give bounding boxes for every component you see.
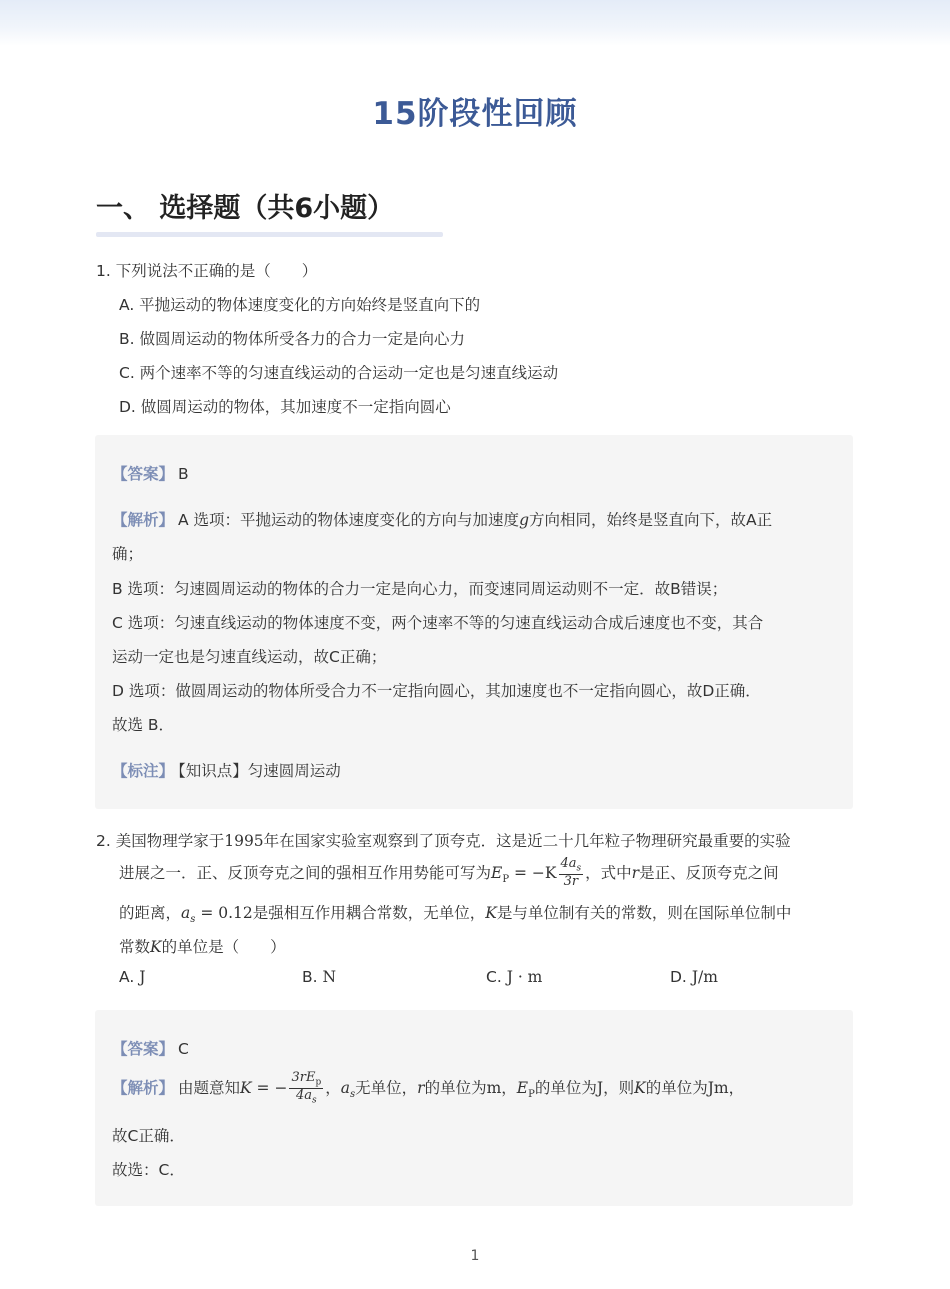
question-2-option-b — [302, 968, 336, 986]
numerator-text: 3rE — [291, 1070, 316, 1086]
math-var-k: K — [485, 904, 497, 922]
math-var-r: r — [417, 1079, 425, 1097]
fraction-denominator — [289, 1089, 323, 1106]
question-1-analysis-line-1 — [112, 508, 772, 530]
math-fraction — [289, 1071, 323, 1106]
analysis-text: ， — [501, 1079, 517, 1097]
stem-text: ，式中 — [585, 864, 632, 882]
stem-text: 是强相互作用耦合常数，无单位， — [252, 904, 486, 922]
stem-text: 进展之一．正、反顶夸克之间的强相互作用势能可写为 — [119, 864, 492, 882]
question-2-analysis-line-2: 故C正确． — [112, 1127, 185, 1145]
denominator-sub: s — [312, 1095, 317, 1106]
question-1-analysis-line-7: 故选 B． — [112, 716, 175, 734]
stem-text: 的单位是（ ） — [161, 938, 286, 956]
stem-text: 的距离， — [119, 904, 182, 922]
question-1-analysis-line-2: 确； — [112, 545, 144, 563]
fraction-denominator: 3r — [563, 874, 579, 889]
math-unit-j: J — [596, 1079, 604, 1097]
answer-tag: 【答案】 — [112, 465, 175, 483]
math-sub-p: P — [528, 1089, 535, 1101]
question-2-option-a — [119, 968, 145, 986]
question-1-note — [112, 759, 341, 781]
analysis-text: ， — [728, 1079, 745, 1097]
analysis-text: 的单位为 — [645, 1079, 708, 1097]
question-1-analysis-line-6: D 选项：做圆周运动的物体所受合力不一定指向圆心，其加速度也不一定指向圆心，故D正确． — [112, 682, 761, 700]
question-2-stem-line-2 — [119, 852, 779, 901]
analysis-text: 由题意知 — [178, 1079, 241, 1097]
option-label: A. — [119, 968, 135, 986]
question-2-stem-line-3 — [119, 901, 791, 925]
math-var-a: a — [340, 1079, 350, 1097]
question-2-answer — [112, 1037, 189, 1059]
math-value: = 0.12 — [195, 904, 253, 922]
question-1-analysis-line-5: 运动一定也是匀速直线运动，故C正确； — [112, 648, 387, 666]
math-unit-jm: Jm — [707, 1079, 729, 1097]
analysis-text: ，则 — [603, 1079, 635, 1097]
answer-tag: 【答案】 — [112, 1040, 175, 1058]
stem-text: 是与单位制有关的常数，则在国际单位制中 — [496, 904, 792, 922]
math-var-k: K — [150, 938, 162, 956]
question-1-option-b: B. 做圆周运动的物体所受各力的合力一定是向心力 — [119, 330, 465, 348]
analysis-tag: 【解析】 — [112, 511, 175, 529]
stem-text: 常数 — [119, 938, 151, 956]
analysis-text: 的单位为 — [534, 1079, 597, 1097]
math-var-e: E — [491, 864, 503, 882]
question-1-analysis-line-3: B 选项：匀速圆周运动的物体的合力一定是向心力，而变速同周运动则不一定．故B错误； — [112, 580, 728, 598]
question-2-option-c — [486, 968, 542, 986]
question-1-stem: 1. 下列说法不正确的是（ ） — [96, 262, 318, 280]
question-1-option-a: A. 平抛运动的物体速度变化的方向始终是竖直向下的 — [119, 296, 481, 314]
math-unit-m: m — [486, 1079, 502, 1097]
fraction-numerator — [559, 857, 584, 875]
stem-text: 是正、反顶夸克之间 — [639, 864, 779, 882]
option-label: C. — [486, 968, 502, 986]
math-var-k: K — [240, 1079, 252, 1097]
stem-text: 年在国家实验室观察到了顶夸克．这是近二十几年粒子物理研究最重要的实验 — [263, 832, 791, 850]
option-label: D. — [670, 968, 687, 986]
answer-value: C — [178, 1040, 189, 1058]
math-year: 1995 — [224, 832, 264, 850]
math-sub-s: s — [349, 1089, 356, 1101]
option-value: J · m — [506, 968, 543, 986]
analysis-text: ， — [325, 1079, 341, 1097]
stem-text: 2. 美国物理学家于 — [96, 832, 225, 850]
header-band — [0, 0, 950, 46]
numerator-text: 4a — [560, 856, 577, 872]
math-var-e: E — [516, 1079, 529, 1097]
numerator-sub: s — [576, 863, 582, 874]
question-2-analysis-line-3: 故选：C． — [112, 1161, 185, 1179]
question-1-analysis-line-4: C 选项：匀速直线运动的物体速度不变，两个速率不等的匀速直线运动合成后速度也不变，其合 — [112, 614, 764, 632]
note-tag: 【标注】 — [112, 762, 175, 780]
math-equals: = − — [251, 1079, 288, 1097]
option-value: N — [322, 968, 337, 986]
analysis-tag: 【解析】 — [112, 1079, 175, 1097]
analysis-text: 无单位， — [355, 1079, 418, 1097]
question-1-option-d: D. 做圆周运动的物体，其加速度不一定指向圆心 — [119, 398, 451, 416]
math-var-g: g — [519, 511, 529, 529]
page-number: 1 — [470, 1248, 480, 1264]
math-equals-k: = −K — [509, 864, 557, 882]
analysis-text: 的单位为 — [424, 1079, 487, 1097]
section-title: 一、 选择题（共6小题） — [96, 193, 395, 224]
math-var-a: a — [181, 904, 191, 922]
math-var-k: K — [634, 1079, 646, 1097]
answer-value: B — [178, 465, 189, 483]
math-fraction — [559, 857, 584, 890]
math-sub-p: P — [502, 874, 510, 886]
document-title: 15阶段性回顾 — [372, 96, 578, 132]
question-1-answer — [112, 462, 189, 484]
option-value: J/m — [691, 968, 718, 986]
analysis-text: 方向相同，始终是竖直向下，故A正 — [529, 511, 773, 529]
question-2-option-d — [670, 968, 718, 986]
question-1-option-c: C. 两个速率不等的匀速直线运动的合运动一定也是匀速直线运动 — [119, 364, 559, 382]
question-2-stem-line-1 — [96, 829, 791, 851]
numerator-sub: p — [315, 1077, 322, 1088]
option-value: J — [139, 968, 146, 986]
note-text: 【知识点】匀速圆周运动 — [178, 762, 341, 780]
denominator-text: 4a — [296, 1088, 313, 1103]
math-sub-s: s — [190, 914, 196, 926]
question-2-analysis-line-1 — [112, 1066, 744, 1117]
section-underline — [96, 232, 443, 237]
analysis-text: A 选项：平抛运动的物体速度变化的方向与加速度 — [178, 511, 520, 529]
option-label: B. — [302, 968, 318, 986]
fraction-numerator — [289, 1071, 323, 1089]
math-var-r: r — [631, 864, 640, 882]
question-2-stem-line-4 — [119, 935, 286, 957]
